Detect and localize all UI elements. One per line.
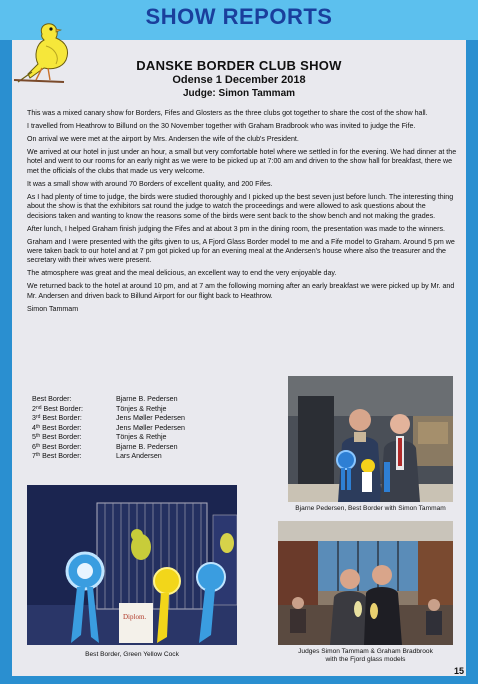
photo-judges xyxy=(278,521,453,645)
result-position: 2nd Best Border: xyxy=(32,404,83,413)
result-exhibitor: Jens Møller Pedersen xyxy=(116,414,185,422)
section-title: SHOW REPORTS xyxy=(145,4,333,29)
result-exhibitor: Jens Møller Pedersen xyxy=(116,423,185,432)
result-exhibitor: Bjarne B. Pedersen xyxy=(116,395,178,403)
result-exhibitor: Tönjes & Rethje xyxy=(116,433,167,441)
result-exhibitor: Bjarne B. Pedersen xyxy=(116,442,178,451)
paragraph: After lunch, I helped Graham finish judging the Fifes and at about 3 pm in the dining room, the presentation was made to the winners. xyxy=(27,224,445,233)
result-exhibitor: Lars Andersen xyxy=(116,452,162,460)
paragraph: We returned back to the hotel at around 10 pm, and at 7 am the following morning after an early breakfast we were picked up by Mr. and Mr. Andersen and driven back to Billund Airport for our flight back to Heathrow. xyxy=(27,282,455,300)
results-row xyxy=(32,452,276,462)
paragraph: It was a small show with around 70 Borders of excellent quality, and 200 Fifes. xyxy=(27,179,273,188)
caption-bird: Best Border, Green Yellow Cock xyxy=(85,651,179,658)
paragraph: This was a mixed canary show for Borders, Fifes and Glosters as the three clubs got together to share the cost of the show hall. xyxy=(27,109,428,117)
article-title: DANSKE BORDER CLUB SHOW xyxy=(136,58,342,73)
photo-winner-with-judge xyxy=(288,376,453,502)
caption-judges-line1: Judges Simon Tammam & Graham Bradbrook xyxy=(298,648,433,655)
paragraph: The atmosphere was great and the meal delicious, an excellent way to end the very enjoyable day. xyxy=(27,269,337,278)
paragraph: We arrived at our hotel in just under an hour, a small but very comfortable hotel where we settled in for the evening. We had dinner at the hotel and went to our rooms for an early night as we were to be picked up at 7:00 am and driven to the show hall for breakfast, there we met the officials of the clubs that made us very welcome. xyxy=(27,148,457,175)
caption-winner: Bjarne Pedersen, Best Border with Simon Tammam xyxy=(295,505,446,512)
results-list xyxy=(32,395,276,462)
results-row xyxy=(32,424,276,434)
result-position: 7th Best Border: xyxy=(32,452,82,460)
article-subtitle: Odense 1 December 2018 xyxy=(172,74,306,86)
article-body xyxy=(27,109,457,318)
article-judge-line: Judge: Simon Tammam xyxy=(182,88,296,99)
result-position: Best Border: xyxy=(32,395,72,403)
author-signature: Simon Tammam xyxy=(27,304,79,313)
results-row xyxy=(32,433,276,443)
photo-bird-cage xyxy=(27,485,237,645)
result-position: 5th Best Border: xyxy=(32,433,82,441)
results-row xyxy=(32,405,276,415)
results-row xyxy=(32,443,276,453)
paragraph: As I had plenty of time to judge, the birds were studied thoroughly and I picked up the best seven just before lunch. The interesting thing about the show is that the exhibitors sat round the judge to watch the proceedings and were allowed to ask questions about the decisions taken and wanting to know the reasons some of the birds were sent back to the show bench and not making the grades. xyxy=(27,192,454,220)
result-position: 4th Best Border: xyxy=(32,423,82,432)
caption-judges xyxy=(276,648,455,665)
result-exhibitor: Tönjes & Rethje xyxy=(116,404,167,413)
results-row xyxy=(32,395,276,405)
paragraph: I travelled from Heathrow to Billund on the 30 November together with Graham Bradbrook who was invited to judge the Fife. xyxy=(27,122,416,130)
result-position: 3rd Best Border: xyxy=(32,414,82,422)
diploma-label: Diplom. xyxy=(123,613,147,621)
paragraph: On arrival we were met at the airport by Mrs. Andersen the wife of the club's President. xyxy=(27,135,299,143)
page-number: 15 xyxy=(453,666,464,676)
caption-judges-line2: with the Fjord glass models xyxy=(325,656,406,664)
paragraph: Graham and I were presented with the gifts given to us, A Fjord Glass Border model to me and a Fife model to Graham. Around 5 pm we were taken back to our hotel and at 7 pm got picked up for an evening meal at the Andersen's house where also the treasurer and the secretary with their wives were present. xyxy=(27,237,455,265)
results-row xyxy=(32,414,276,424)
result-position: 6th Best Border: xyxy=(32,442,82,451)
